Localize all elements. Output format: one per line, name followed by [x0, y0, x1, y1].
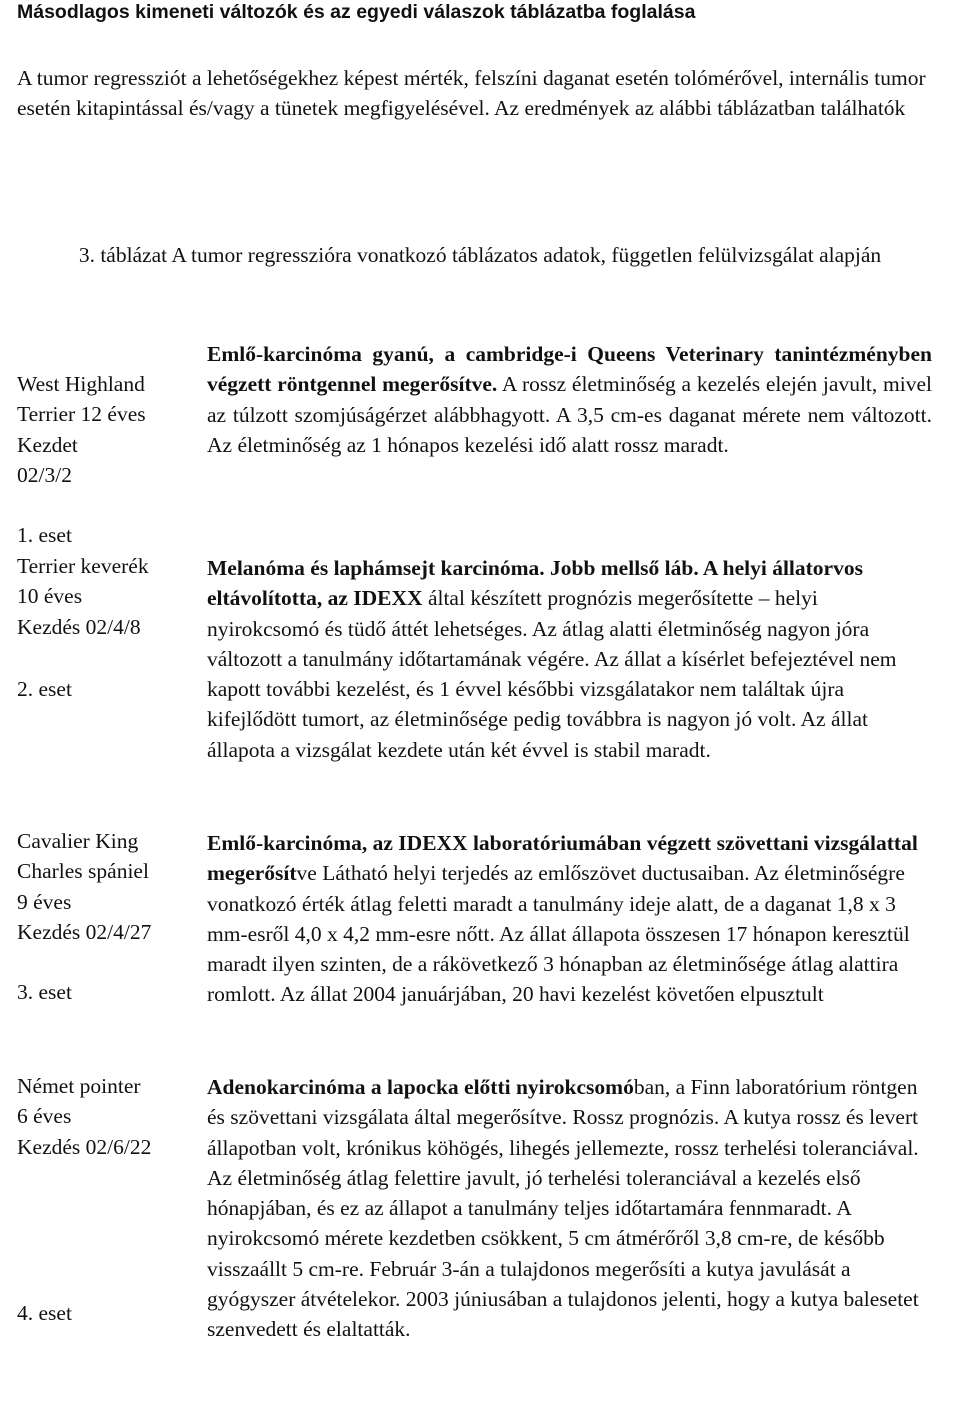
- case-3-outcome: ve Látható helyi terjedés az emlőszövet ductusaiban. Az életminőségre vonatkozó érték átlag feletti maradt a tanulmány ideje alatt, de a daganat 1,8 x 3 mm-esről 4,0 x 4,2 mm-esre nőtt. Az állat állapota összesen 17 hónapon keresztül maradt ilyen szinten, de a rákövetkező 3 hónapban az életminősége átlag alattira romlott. Az állat 2004 januárjában, 20 havi kezelést követően elpusztult: [207, 861, 910, 1007]
- case-4-patient: Német pointer 6 éves Kezdés 02/6/22: [17, 1074, 152, 1159]
- intro-paragraph: A tumor regressziót a lehetőségekhez képest mérték, felszíni daganat esetén tolómérővel, internális tumor esetén kitapintással és/vagy a tünetek megfigyelésével. Az eredmények az alábbi táblázatban találhatók: [17, 66, 926, 121]
- case-1-outcome: A rossz életminőség a kezelés elején javult, mivel az túlzott szomjúságérzet alábbhagyott. A 3,5 cm-es daganat mérete nem változott. Az életminőség az 1 hónapos kezelési idő alatt rossz maradt.: [207, 372, 932, 457]
- case-4-description: [207, 1072, 932, 1345]
- section-heading: Másodlagos kimeneti változók és az egyedi válaszok táblázatba foglalása: [17, 1, 696, 23]
- table-caption: 3. táblázat A tumor regresszióra vonatkozó táblázatos adatok, független felülvizsgálat alapján: [78, 243, 882, 267]
- case-4-finding: Adenokarcinóma a lapocka előtti nyirokcsomó: [207, 1075, 634, 1099]
- case-2-patient: Terrier keverék 10 éves Kezdés 02/4/8: [17, 554, 149, 639]
- case-2-description: [207, 553, 932, 765]
- case-1-patient: West Highland Terrier 12 éves Kezdet 02/3/2: [17, 372, 146, 487]
- case-3-finding: Emlő-karcinóma, az IDEXX laboratóriumában végzett szövettani vizsgálattal megerősít: [207, 831, 918, 886]
- case-2-number: 2. eset: [17, 677, 72, 701]
- case-2-outcome: által készített prognózis megerősítette – helyi nyirokcsomó és tüdő áttét lehetséges. Az átlag alatti életminőség nagyon jóra változott a tanulmány időtartamának végére. Az állat a kísérlet befejeztével nem kapott további kezelést, és 1 évvel későbbi vizsgálatakor nem találtak újra kifejlődött tumort, az életminősége pedig továbbra is nagyon jó volt. Az állat állapota a vizsgálat kezdete után két évvel is stabil maradt.: [207, 586, 897, 762]
- case-1-finding: Emlő-karcinóma gyanú, a cambridge-i Queens Veterinary tanintézményben végzett röntgennel megerősítve.: [207, 342, 932, 397]
- case-1-number: 1. eset: [17, 523, 72, 547]
- case-2-finding: Melanóma és laphámsejt karcinóma. Jobb mellső láb. A helyi állatorvos eltávolította, az IDEXX: [207, 556, 863, 611]
- case-3-description: [207, 828, 932, 1010]
- case-4-outcome: ban, a Finn laboratórium röntgen és szövettani vizsgálata által megerősítve. Rossz prognózis. A kutya rossz és levert állapotban volt, krónikus köhögés, lihegés jellemezte, rossz terhelési toleranciával. Az életminőség átlag felettire javult, jó terhelési toleranciával a kezelés első hónapjában, és ez az állapot a tanulmány teljes időtartamára fennmaradt. A nyirokcsomó mérete kezdetben csökkent, 5 cm átmérőről 3,8 cm-re, de később visszaállt 5 cm-re. Február 3-án a tulajdonos megerősíti a kutya javulását a gyógyszer átvételekor. 2003 júniusában a tulajdonos jelenti, hogy a kutya balesetet szenvedett és elaltatták.: [207, 1075, 919, 1342]
- case-1-description: [207, 339, 932, 460]
- case-4-number: 4. eset: [17, 1301, 72, 1325]
- case-3-patient: Cavalier King Charles spániel 9 éves Kezdés 02/4/27: [17, 829, 152, 944]
- case-3-number: 3. eset: [17, 980, 72, 1004]
